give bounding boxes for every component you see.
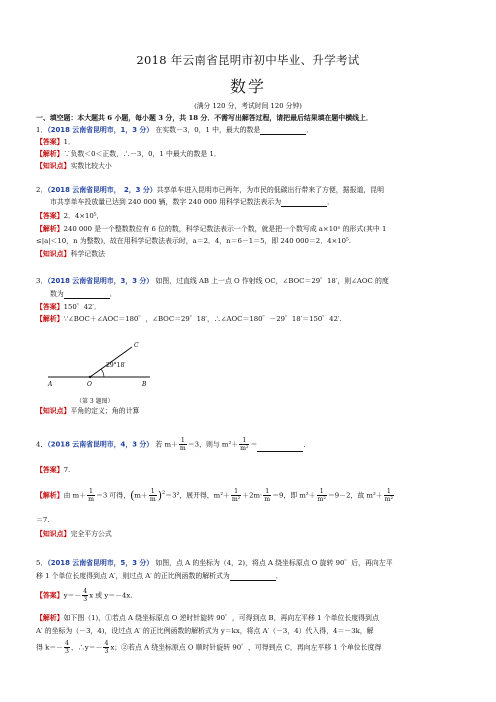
q5-analysis-line3: 得 k＝－ $\frac{4}{3}$ ，∴y＝－ $\frac{4}{3}$ x；②若点 A 绕坐标原点 O 顺时针旋转 90゜，可得到点 C，再向左平移 1 个单位长度得 bbox=[36, 640, 382, 655]
question-source: （2018 云南省昆明市，1，3 分） bbox=[47, 126, 154, 134]
q1-analysis: 【解析】∵负数＜0＜正数，∴－3，0，1 中最大的数是 1． bbox=[36, 150, 221, 158]
label-b: B bbox=[142, 381, 147, 388]
answer-blank bbox=[64, 291, 110, 299]
q5-answer: 【答案】y＝－ $\frac{4}{3}$ x 或 y＝－4x. bbox=[36, 588, 133, 603]
question-3-line2: 数为 ． bbox=[50, 290, 117, 298]
q2-analysis: 【解析】240 000 是一个整数数位有 6 位的数，科学记数法表示一个数，就是把一个数写成 a×10ⁿ 的形式(其中 1 bbox=[36, 225, 387, 233]
exam-title: 2018 年云南省昆明市初中毕业、升学考试 bbox=[136, 53, 360, 67]
q2-analysis-line2: ≤|a|＜10，n 为整数)，故在用科学记数法表示时，a＝2．4，n＝6－1＝5，即 240 000＝2．4×10⁵. bbox=[36, 237, 351, 245]
q3-knowledge: 【知识点】平角的定义；角的计算 bbox=[36, 407, 140, 415]
figure-caption: （第 3 题图） bbox=[76, 398, 114, 405]
q2-answer: 【答案】2．4×10⁵． bbox=[36, 212, 104, 220]
question-1: 1．（2018 云南省昆明市，1，3 分） 在实数－3，0，1 中，最大的数是 ． bbox=[36, 126, 314, 134]
question-3: 3．（2018 云南省昆明市，3，3 分） 如图，过直线 AB 上一点 O 作射线 OC，∠BOC＝29゜18′，则∠AOC 的度 bbox=[36, 277, 389, 285]
question-2: 2．（2018 云南省昆明市， 2，3 分）共享单车进入昆明市已两年，为市民的低碳出行带来了方便，据报道，昆明 bbox=[36, 186, 385, 194]
label-o: O bbox=[87, 381, 92, 388]
question-2-line2: 市共享单车投放量已达到 240 000 辆，数字 240 000 用科学记数法表示为 ． bbox=[50, 198, 335, 206]
q4-analysis: 【解析】由 m＋ $\frac{1}{m}$ ＝3 可得，(m＋ $\frac{1}{m}$ )$^2$＝3²，展开得，m²＋ $\frac{1}{\text{m²}}$ ＋2m· $\frac{1}{m}$ ＝9，即 m²＋ $\frac{1}{\text{m²}}$ ＝9－2，故 m²＋ $\frac{1}{\text{m²}}$ bbox=[36, 488, 393, 503]
question-5-line2: 移 1 个单位长度得到点 A′，则过点 A′ 的正比例函数的解析式为 ． bbox=[36, 572, 283, 580]
q1-answer: 【答案】1． bbox=[36, 138, 75, 146]
fraction: $\frac{1}{\text{m²}}$ bbox=[384, 488, 393, 503]
q2-knowledge: 【知识点】科学记数法 bbox=[36, 250, 105, 258]
answer-blank bbox=[230, 573, 276, 581]
label-a: A bbox=[48, 381, 53, 388]
fraction: $\frac{4}{3}$ bbox=[65, 640, 69, 655]
fraction: $\frac{1}{m}$ bbox=[88, 488, 94, 503]
answer-blank bbox=[257, 444, 303, 452]
exam-note: (满分 120 分，考试时间 120 分钟) bbox=[194, 102, 302, 110]
angle-figure bbox=[44, 337, 154, 395]
fraction: $\frac{1}{m}$ bbox=[149, 488, 156, 503]
q4-analysis-end: ＝7. bbox=[36, 516, 50, 524]
angle-label: 29°18′ bbox=[106, 362, 126, 369]
fraction: $\frac{4}{3}$ bbox=[104, 640, 109, 655]
question-source: （2018 云南省昆明市，5，3 分） bbox=[47, 559, 154, 567]
answer-blank bbox=[260, 127, 306, 135]
label-c: C bbox=[134, 342, 139, 349]
fraction: $\frac{4}{3}$ bbox=[83, 588, 88, 603]
question-source: （2018 云南省昆明市， 2，3 分） bbox=[47, 186, 157, 194]
question-4: 4．（2018 云南省昆明市，4，3 分） 若 m＋ $\frac{1}{m}$ ＝3，则与 m²＋ $\frac{1}{\text{m²}}$ ＝ ． bbox=[36, 437, 311, 452]
answer-blank bbox=[281, 199, 327, 207]
fraction: $\frac{1}{m}$ bbox=[179, 437, 186, 452]
q4-knowledge: 【知识点】完全平方公式 bbox=[36, 530, 112, 538]
q4-answer: 【答案】7. bbox=[36, 466, 71, 474]
question-5: 5．（2018 云南省昆明市，5，3 分） 如图，点 A 的坐标为（4，2)，将点 A 绕坐标原点 O 旋转 90゜后，再向左平 bbox=[36, 559, 393, 567]
fraction: $\frac{1}{\text{m²}}$ bbox=[240, 437, 249, 452]
angle-arc bbox=[101, 369, 104, 377]
question-source: （2018 云南省昆明市，4，3 分） bbox=[47, 440, 154, 449]
point-o bbox=[89, 376, 91, 378]
q3-analysis: 【解析】∵∠BOC＋∠AOC＝180゜，∠BOC＝29゜18′，∴∠AOC＝180゜－29゜18′＝150゜42′. bbox=[36, 315, 342, 323]
fraction: $\frac{1}{\text{m²}}$ bbox=[231, 488, 241, 503]
section-heading: 一、填空题：本大题共 6 小题，每小题 3 分，共 18 分．不需写出解答过程，请把最后结果填在题中横线上． bbox=[36, 114, 373, 122]
question-source: （2018 云南省昆明市，3，3 分） bbox=[47, 277, 154, 285]
q1-knowledge: 【知识点】实数比较大小 bbox=[36, 162, 112, 170]
fraction: $\frac{1}{\text{m²}}$ bbox=[317, 488, 326, 503]
subject-title: 数学 bbox=[229, 77, 266, 96]
q5-analysis-line2: A′ 的坐标为（－3，4)，设过点 A′ 的正比例函数的解析式为 y＝kx，将点 A′（－3，4）代入得，4＝－3k，解 bbox=[36, 627, 374, 635]
q5-analysis: 【解析】如下图（1)，①若点 A 绕坐标原点 O 逆时针旋转 90゜，可得到点 B，再向左平移 1 个单位长度得到点 bbox=[36, 614, 379, 622]
q3-answer: 【答案】150゜42′． bbox=[36, 303, 101, 311]
fraction: $\frac{1}{m}$ bbox=[264, 488, 271, 503]
